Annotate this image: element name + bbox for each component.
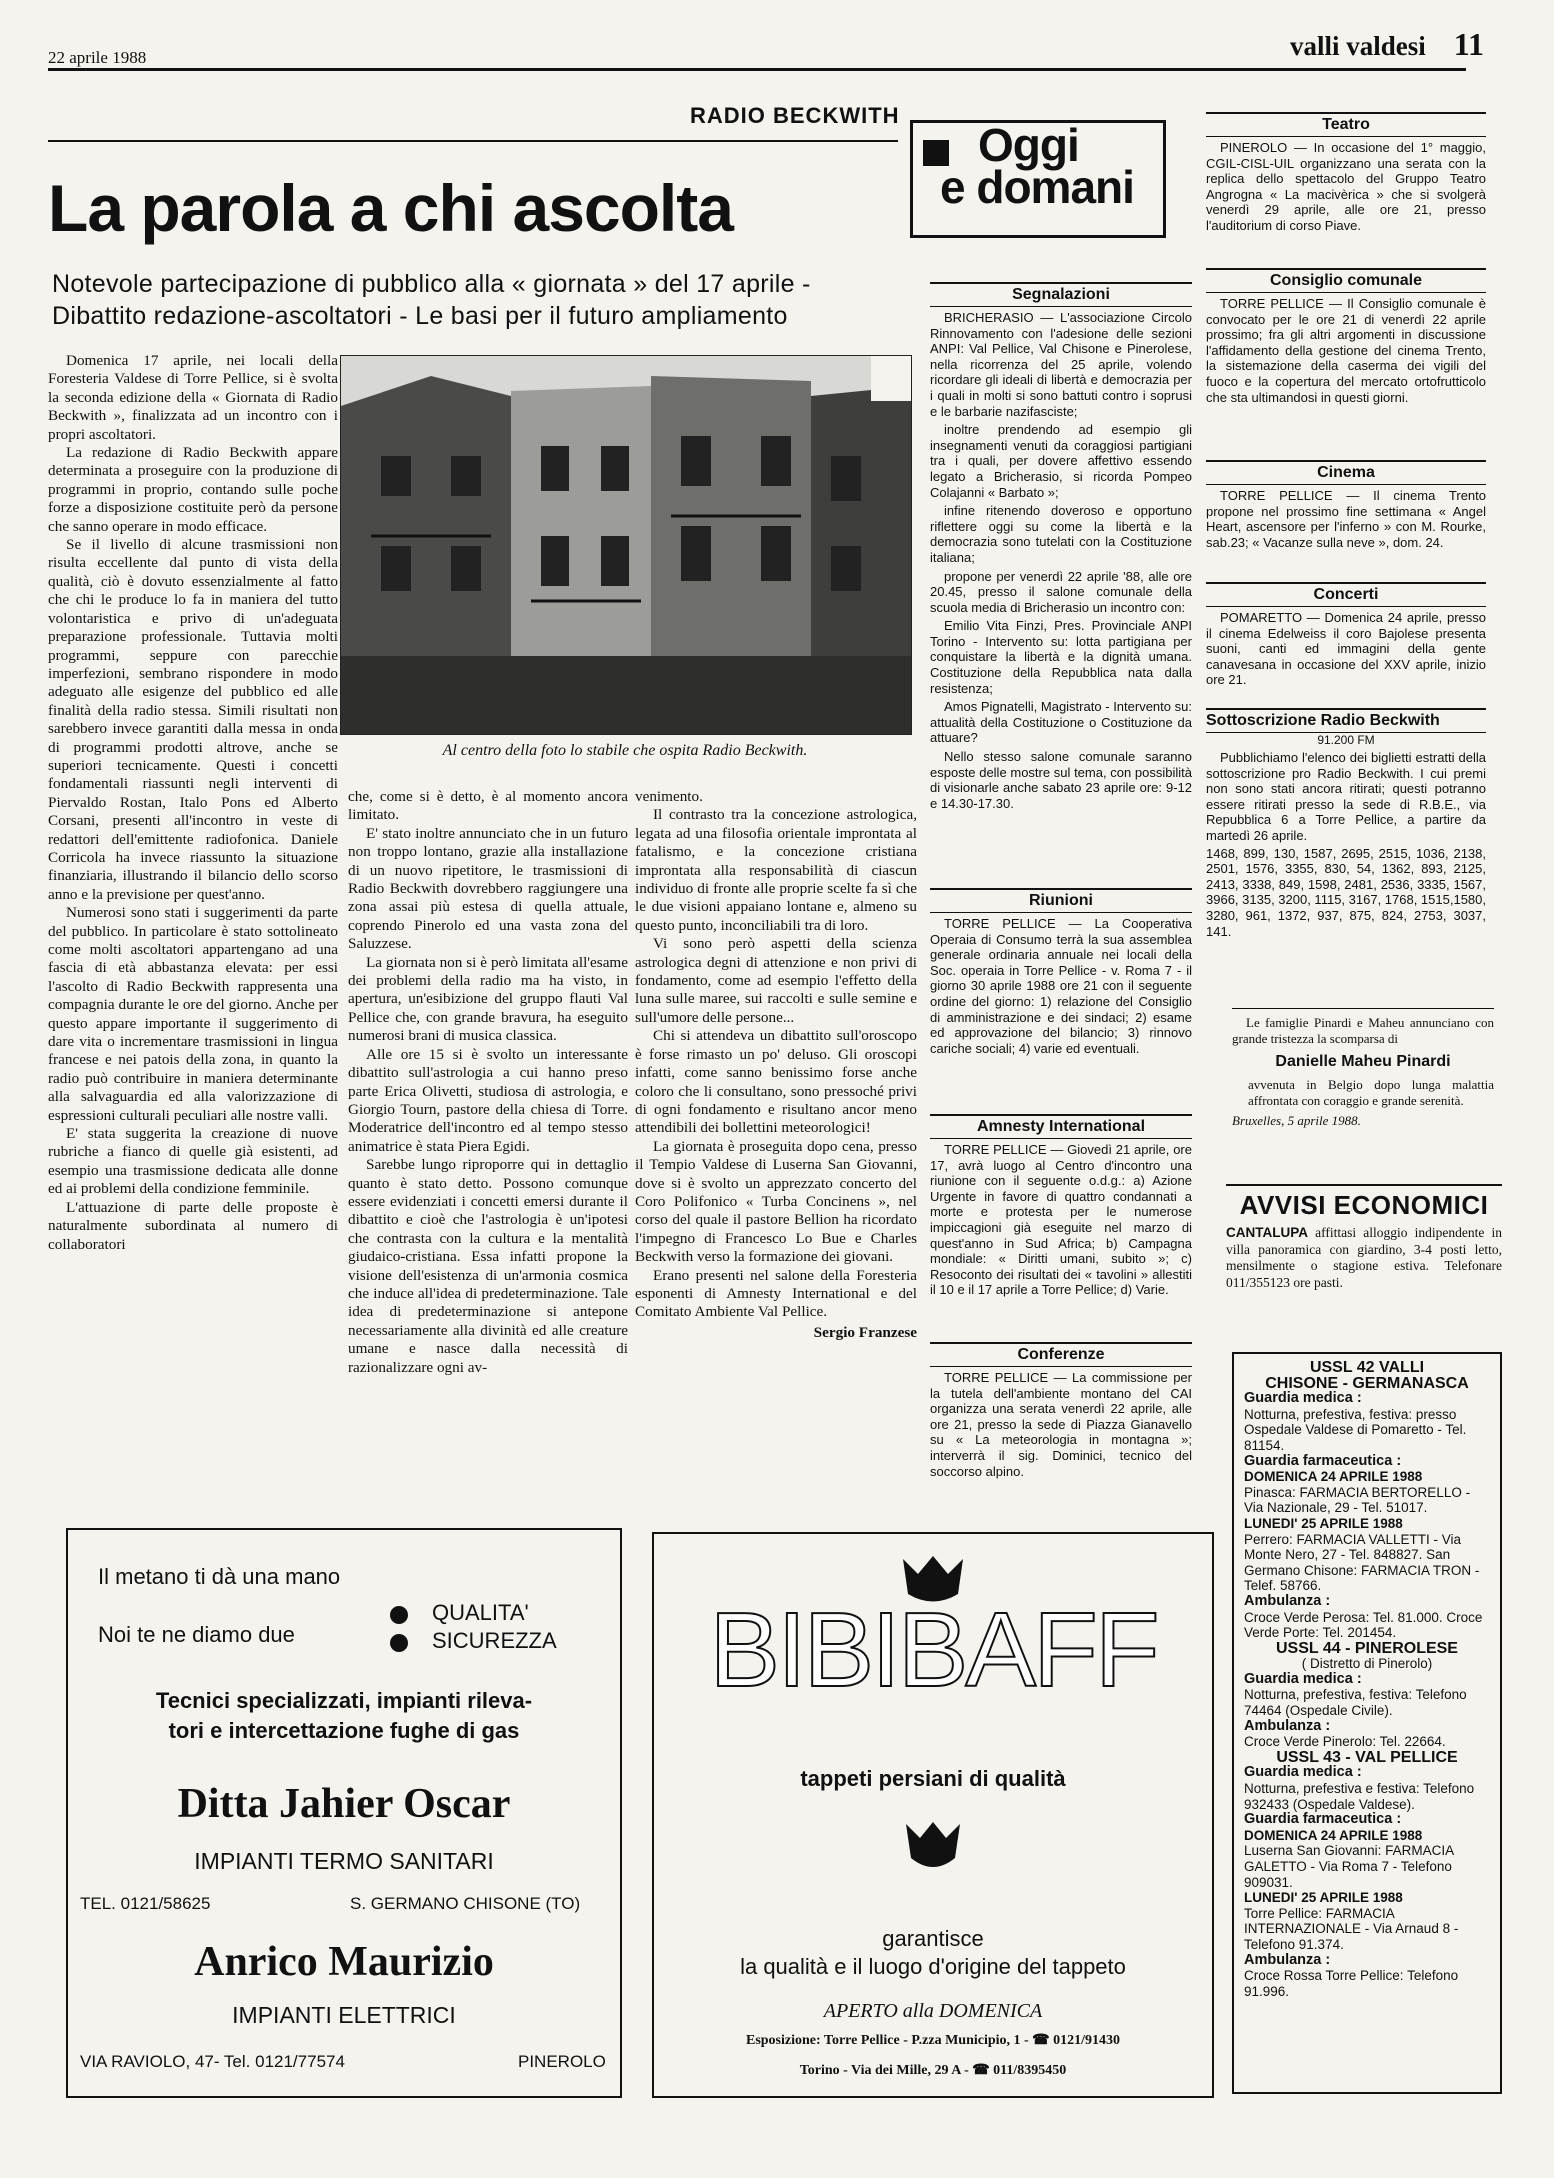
firm-name: Anrico Maurizio xyxy=(194,1939,494,1985)
photo-caption: Al centro della foto lo stabile che ospita Radio Beckwith. xyxy=(442,742,808,759)
segnalazioni-section xyxy=(930,282,1192,811)
brand-logo: BIBIBAFF xyxy=(709,1591,1157,1709)
avvisi-economici xyxy=(1226,1184,1502,1291)
cinema-section xyxy=(1206,460,1486,550)
riunioni-section xyxy=(930,888,1192,1056)
page-number: 11 xyxy=(1453,26,1484,62)
article-column-3 xyxy=(635,788,917,1342)
section-text: PINEROLO — In occasione del 1° maggio, CGIL-CISL-UIL organizzano una serata con la replica dello spettacolo del Gruppo Teatro Angrogna « La macivèrica » che si svolgerà venerdì 29 aprile, alle ore 21, presso l'auditorium di corso Piave. xyxy=(1206,140,1486,233)
ussl-title: USSL 44 - PINEROLESE xyxy=(1276,1639,1458,1657)
subhead-line: Dibattito redazione-ascoltatori - Le basi per il futuro ampliamento xyxy=(52,302,788,330)
section-heading: Conferenze xyxy=(930,1342,1192,1367)
article-signature: Sergio Franzese xyxy=(813,1323,917,1341)
obituary: Le famiglie Pinardi e Maheu annunciano con grande tristezza la scomparsa di Danielle Maheu Pinardi avvenuta in Belgio dopo lunga malattia affrontata con coraggio e grande serenità. Bruxelles, 5 aprile 1988. xyxy=(1232,1008,1494,1129)
article-paragraph: Vi sono però aspetti della scienza astrologica degni di attenzione e non privi di fondamento, come ad esempio l'effetto della luna sulle maree, sui raccolti e sulle semine e sull'umore delle persone... xyxy=(635,935,917,1026)
section-heading: Riunioni xyxy=(930,888,1192,913)
top-rule xyxy=(48,68,1466,71)
section-heading: Segnalazioni xyxy=(930,282,1192,307)
section-text: TORRE PELLICE — Il Consiglio comunale è convocato per le ore 21 di venerdì 22 aprile prossimo; fra gli altri argomenti in discussione l'affidamento della gestione del cinema Trento, la sistemazione della caserma dei vigili del fuoco e la copertura del mercato ortofrutticolo che sta ultimandosi in questi giorni. xyxy=(1206,296,1486,405)
firm-name: Ditta Jahier Oscar xyxy=(177,1781,511,1827)
section-text: POMARETTO — Domenica 24 aprile, presso il cinema Edelweiss il coro Bajolese presenta suoni, canti ed immagini della gente canavesana in occasione del XXV aprile, inizio ore 21. xyxy=(1206,610,1486,688)
section-text: Pubblichiamo l'elenco dei biglietti estratti della sottoscrizione pro Radio Beckwith. I cui premi non sono stati ancora ritirati; questi potranno essere ritirati presso la sede di R.B.E., via Repubblica 6 a Torre Pellice, a partire da martedì 26 aprile. 1468, 899, 130, 1587, 2695, 2515, 1036, 2138, 2501, 1576, 3355, 830, 54, 1362, 893, 2125, 2413, 3338, 849, 1598, 2481, 2536, 3335, 1567, 3966, 3135, 3200, 1115, 3167, 1768, 1515,1580, 3280, 961, 1372, 937, 875, 824, 2753, 3037, 141. xyxy=(1206,750,1486,939)
section-heading: AVVISI ECONOMICI xyxy=(1239,1190,1489,1220)
article-paragraph: che, come si è detto, è al momento ancora limitato. xyxy=(348,788,628,824)
article-paragraph: Erano presenti nel salone della Foresteria esponenti di Amnesty International e del Comitato Ambiente Val Pellice. xyxy=(635,1266,917,1321)
deceased-name: Danielle Maheu Pinardi xyxy=(1275,1053,1451,1070)
masthead xyxy=(1290,26,1484,63)
section-text: TORRE PELLICE — Il cinema Trento propone nel prossimo fine settimana « Angel Heart, ascensore per l'inferno » con M. Rourke, sab.23; « Vacanze sulla neve », dom. 24. xyxy=(1206,488,1486,550)
bullet-icon xyxy=(390,1606,408,1624)
classified-text: CANTALUPA affittasi alloggio indipendente in villa panoramica con giardino, 3-4 posti letto, mensilmente o stagione estiva. Telefonare 011/355123 ore pasti. xyxy=(1226,1225,1502,1290)
section-text: TORRE PELLICE — La Cooperativa Operaia di Consumo terrà la sua assemblea generale ordinaria annuale nei locali della Soc. operaia in Torre Pellice - v. Roma 7 - il giorno 30 aprile 1988 ore 21 con il seguente ordine del giorno: 1) relazione del Consiglio di amministrazione e dei sindaci; 2) esame ed approvazione del bilancio; 3) rinnovo cariche sociali; 4) varie ed eventuali. xyxy=(930,916,1192,1056)
article-paragraph: E' stato inoltre annunciato che in un futuro non troppo lontano, grazie alla installazione di un nuovo ripetitore, le trasmissioni di Radio Beckwith dovrebbero raggiungere una zona assai più estesa di quella attuale, coprendo Pinerolo ed una vasta zona del Saluzzese. xyxy=(348,824,628,953)
article-paragraph: L'attuazione di parte delle proposte è naturalmente subordinata al numero di collaboratori xyxy=(48,1198,338,1253)
subhead-line: Notevole partecipazione di pubblico alla « giornata » del 17 aprile - xyxy=(52,270,811,298)
oggi-domani-title: Oggi e domani xyxy=(940,119,1134,213)
teatro-section xyxy=(1206,112,1486,234)
building-photo-image xyxy=(341,356,911,734)
ussl-info-box: USSL 42 VALLI CHISONE - GERMANASCA Guardia medica : Notturna, prefestiva, festiva: presso Ospedale Valdese di Pomaretto - Tel. 81154. Guardia farmaceutica : DOMENICA 24 APRILE 1988 Pinasca: FARMACIA BERTORELLO - Via Nazionale, 29 - Tel. 51017. LUNEDI' 25 APRILE 1988 Perrero: FARMACIA VALLETTI - Via Monte Nero, 27 - Tel. 848827. San Germano Chisone: FARMACIA TRON - Telef. 58766. Ambulanza : Croce Verde Perosa: Tel. 81.000. Croce Verde Porte: Tel. 201454. USSL 44 - PINEROLESE ( Distretto di Pinerolo) Guardia medica : Notturna, prefestiva, festiva: Telefono 74464 (Ospedale Civile). Ambulanza : Croce Verde Pinerolo: Tel. 22664. USSL 43 - VAL PELLICE Guardia medica : Notturna, prefestiva e festiva: Telefono 932433 (Ospedale Valdese). Guardia farmaceutica : DOMENICA 24 APRILE 1988 Luserna San Giovanni: FARMACIA GALETTO - Via Roma 7 - Telefono 909031. LUNEDI' 25 APRILE 1988 Torre Pellice: FARMACIA INTERNAZIONALE - Via Arnaud 8 - Telefono 91.374. Ambulanza : Croce Rossa Torre Pellice: Telefono 91.996. xyxy=(1232,1352,1502,2094)
section-heading: Consiglio comunale xyxy=(1206,268,1486,293)
ussl-title: USSL 42 VALLI xyxy=(1309,1359,1425,1376)
section-heading: Teatro xyxy=(1206,112,1486,137)
section-heading: Cinema xyxy=(1206,460,1486,485)
article-paragraph: Se il livello di alcune trasmissioni non risulta eccellente dal punto di vista della qualità, ciò è dovuto essenzialmente al fatto che chi le produce lo fa in maniera del tutto volontaristica e privo di un'adeguata preparazione professionale. Tuttavia molti programmi, seppure con parecchie imperfezioni, sembrano rispondere in modo adeguato alle esigenze del pubblico ed alle finalità della radio stessa. Simili risultati non sarebbero invece garantiti dalla messa in onda di programmi prodotti altrove, anche se superiori tecnicamente. Questi i concetti fondamentali riassunti negli interventi di Piervaldo Rostan, Italo Pons ed Alberto Corsani, presenti all'incontro in veste di redattori dell'emittente radiofonica. Daniele Corricola ha invece riassunto la situazione finanziaria, illustrando il bilancio dello scorso anno e la previsione per quest'anno. xyxy=(48,536,338,903)
radio-frequency: 91.200 FM xyxy=(1317,733,1375,747)
article-paragraph: La giornata non si è però limitata all'esame dei problemi della radio ma ha visto, in apertura, un'esibizione del gruppo flauti Val Pellice che, con grande bravura, ha eseguito numerosi brani di musica classica. xyxy=(348,953,628,1045)
article-paragraph: Numerosi sono stati i suggerimenti da parte del pubblico. In particolare è stato sottolineato come molti ascoltatori appartengano ad una fascia di età abbastanza elevata: per essi l'ascolto di Radio Beckwith rappresenta una compagnia durante le ore del giorno. Anche per questo appare importante il suggerimento di dare vita o incrementare trasmissioni in lingua francese e nei patois della zona, in quanto la radio può contribuire in maniera determinante alla salvaguardia ed alla valorizzazione di espressioni culturali peculiari alle nostre valli. xyxy=(48,904,338,1124)
section-heading: Sottoscrizione Radio Beckwith xyxy=(1206,708,1486,733)
ticket-numbers: 1468, 899, 130, 1587, 2695, 2515, 1036, 2138, 2501, 1576, 3355, 830, 54, 1362, 893, 2125, 2413, 3338, 849, 1598, 2481, 2536, 3335, 1567, 3966, 3135, 3200, 1115, 3167, 1768, 1515,1580, 3280, 961, 1372, 937, 875, 824, 2753, 3037, 141. xyxy=(1206,845,1486,939)
amnesty-section xyxy=(930,1114,1192,1298)
section-text: TORRE PELLICE — La commissione per la tutela dell'ambiente montano del CAI organizza una serata venerdì 22 aprile, alle ore 21, presso la sede di Piazza Gianavello su « La meteorologia in montagna »; interverrà il sig. Dominici, tecnico del soccorso alpino. xyxy=(930,1370,1192,1479)
article-paragraph: E' stata suggerita la creazione di nuove rubriche a fianco di quelle già esistenti, ad esempio una trasmissione dedicata alle donne ed ai problemi della condizione femminile. xyxy=(48,1125,338,1198)
article-paragraph: Alle ore 15 si è svolto un interessante dibattito sull'astrologia a cui hanno preso parte Erica Olivetti, studiosa di astrologia, e Giorgio Tourn, pastore della chiesa di Torre. Moderatrice dell'incontro ed al tempo stesso animatrice è stata Piera Egidi. xyxy=(348,1045,628,1155)
article-column-2 xyxy=(348,788,628,1377)
issue-date: 22 aprile 1988 xyxy=(48,48,147,67)
article-paragraph: venimento. xyxy=(635,788,703,805)
conferenze-section xyxy=(930,1342,1192,1479)
article-paragraph: Il contrasto tra la concezione astrologica, legata ad una filosofia orientale improntata al fatalismo, e la concezione cristiana improntata alla responsabilità di ciascun individuo di fronte alle proprie scelte fa sì che le due visioni appaiano lontane e, almeno su questo punto, inconciliabili tra di loro. xyxy=(635,806,917,934)
tulip-logo-icon xyxy=(902,1820,964,1876)
bullet-icon xyxy=(390,1634,408,1652)
article-photo xyxy=(340,355,912,735)
concerti-section xyxy=(1206,582,1486,688)
article-headline: La parola a chi ascolta xyxy=(48,171,733,245)
article-paragraph: Domenica 17 aprile, nei locali della Foresteria Valdese di Torre Pellice, si è svolta la seconda edizione della « Giornata di Radio Beckwith », finalizzata ad un incontro con i propri ascoltatori. xyxy=(48,352,338,443)
article-kicker: RADIO BECKWITH xyxy=(690,103,900,128)
section-text: TORRE PELLICE — Giovedì 21 aprile, ore 17, avrà luogo al Centro d'incontro una riunione con il seguente o.d.g.: a) Azione Urgente in favore di quattro condannati a morte e protesta per le numerose impiccagioni già eseguite nel marzo di quest'anno in Sud Africa; b) Campagna mondiale: « Diritti umani, subito »; c) Resoconto dei risultati dei « tavolini » allestiti il 10 e il 17 aprile a Torre Pellice; d) Varie. xyxy=(930,1142,1192,1298)
article-paragraph: La redazione di Radio Beckwith appare determinata a proseguire con la produzione di programmi in proprio, contando sulle poche forze a disposizione costituite però da persone che sanno operare in modo efficace. xyxy=(48,444,338,535)
sottoscrizione-section xyxy=(1206,708,1486,939)
ussl-title: USSL 43 - VAL PELLICE xyxy=(1276,1748,1458,1766)
ad-jahier-anrico: Il metano ti dà una mano Noi te ne diamo due QUALITA' SICUREZZA Tecnici specializzati, impianti rileva- tori e intercettazione fughe di gas Ditta Jahier Oscar IMPIANTI TERMO SANITARI TEL. 0121/58625 S. GERMANO CHISONE (TO) Anrico Maurizio IMPIANTI ELETTRICI VIA RAVIOLO, 47- Tel. 0121/77574 PINEROLO xyxy=(66,1528,622,2098)
article-paragraph: Chi si attendeva un dibattito sull'oroscopo è forse rimasto un po' deluso. Gli oroscopi infatti, come sanno benissimo forse anche coloro che li consultano, sono pressoché privi di ogni fondamento e risultano ancor meno attendibili dei bollettini meteorologici! xyxy=(635,1027,917,1137)
ussl-title: CHISONE - GERMANASCA xyxy=(1265,1374,1469,1392)
article-paragraph: La giornata è proseguita dopo cena, presso il Tempio Valdese di Luserna San Giovanni, dove si è svolto un apprezzato concerto del Coro Polifonico « Turba Concinens », nel corso del quale il pastore Bellion ha ricordato l'impegno di Francesco Lo Bue e Charles Beckwith verso la formazione dei giovani. xyxy=(635,1137,917,1266)
article-subhead xyxy=(52,268,902,332)
article-column-1 xyxy=(48,352,338,1254)
article-paragraph: Sarebbe lungo riproporre qui in dettaglio quanto è stato detto. Possono comunque essere evidenziati i concetti emersi durante il dibattito e cioè che l'astrologia è un'ipotesi che contrasta con la cultura e la mentalità giudaico-cristiana. Essa infatti propone la visione dell'esistenza di un'armonia cosmica che induce all'idea di predeterminazione. Tale idea di predeterminazione si antepone necessariamente alla divinità ed alle creature umane e nasce dalla necessità di razionalizzare ogni av- xyxy=(348,1156,628,1376)
ad-bibibaff: BIBIBAFF tappeti persiani di qualità garantisce la qualità e il luogo d'origine del tappeto APERTO alla DOMENICA Esposizione: Torre Pellice - P.zza Municipio, 1 - ☎ 0121/91430 Torino - Via dei Mille, 29 A - ☎ 011/8395450 xyxy=(652,1532,1214,2098)
paper-name: valli valdesi xyxy=(1290,31,1426,61)
section-heading: Amnesty International xyxy=(930,1114,1192,1139)
headline-rule xyxy=(48,140,898,142)
consiglio-section xyxy=(1206,268,1486,405)
section-text: BRICHERASIO — L'associazione Circolo Rinnovamento con l'adesione delle sezioni ANPI: Val Pellice, Val Chisone e Pinerolese, nella ricorrenza del 25 aprile, volendo ricordare gli ideali di libertà e democrazia per i quali in molti si sono battuti contro i soprusi e le barbarie nazifasciste; inoltre prendendo ad esempio gli insegnamenti venuti da coraggiosi partigiani tra i quali, per dovere affettivo essendo legato a Bricherasio, si ricorda Pompeo Colajanni « Barbato »; infine ritenendo doveroso e opportuno riflettere oggi su come la libertà e la democrazia sono tutelati con la Costituzione italiana; propone per venerdì 22 aprile '88, alle ore 20.45, presso il salone comunale della scuola media di Bricherasio un incontro con: Emilio Vita Finzi, Pres. Provinciale ANPI Torino - Intervento su: lotta partigiana per conquistare la libertà e la dignità umana. Costituzione della Repubblica nata dalla resistenza; Amos Pignatelli, Magistrato - Intervento su: attualità della Costituzione o Costituzione da attuare? Nello stesso salone comunale saranno esposte delle mostre sul tema, con possibilità di visionarle anche sabato 23 aprile ore: 9-12 e 14.30-17.30. xyxy=(930,310,1192,811)
section-heading: Concerti xyxy=(1206,582,1486,607)
